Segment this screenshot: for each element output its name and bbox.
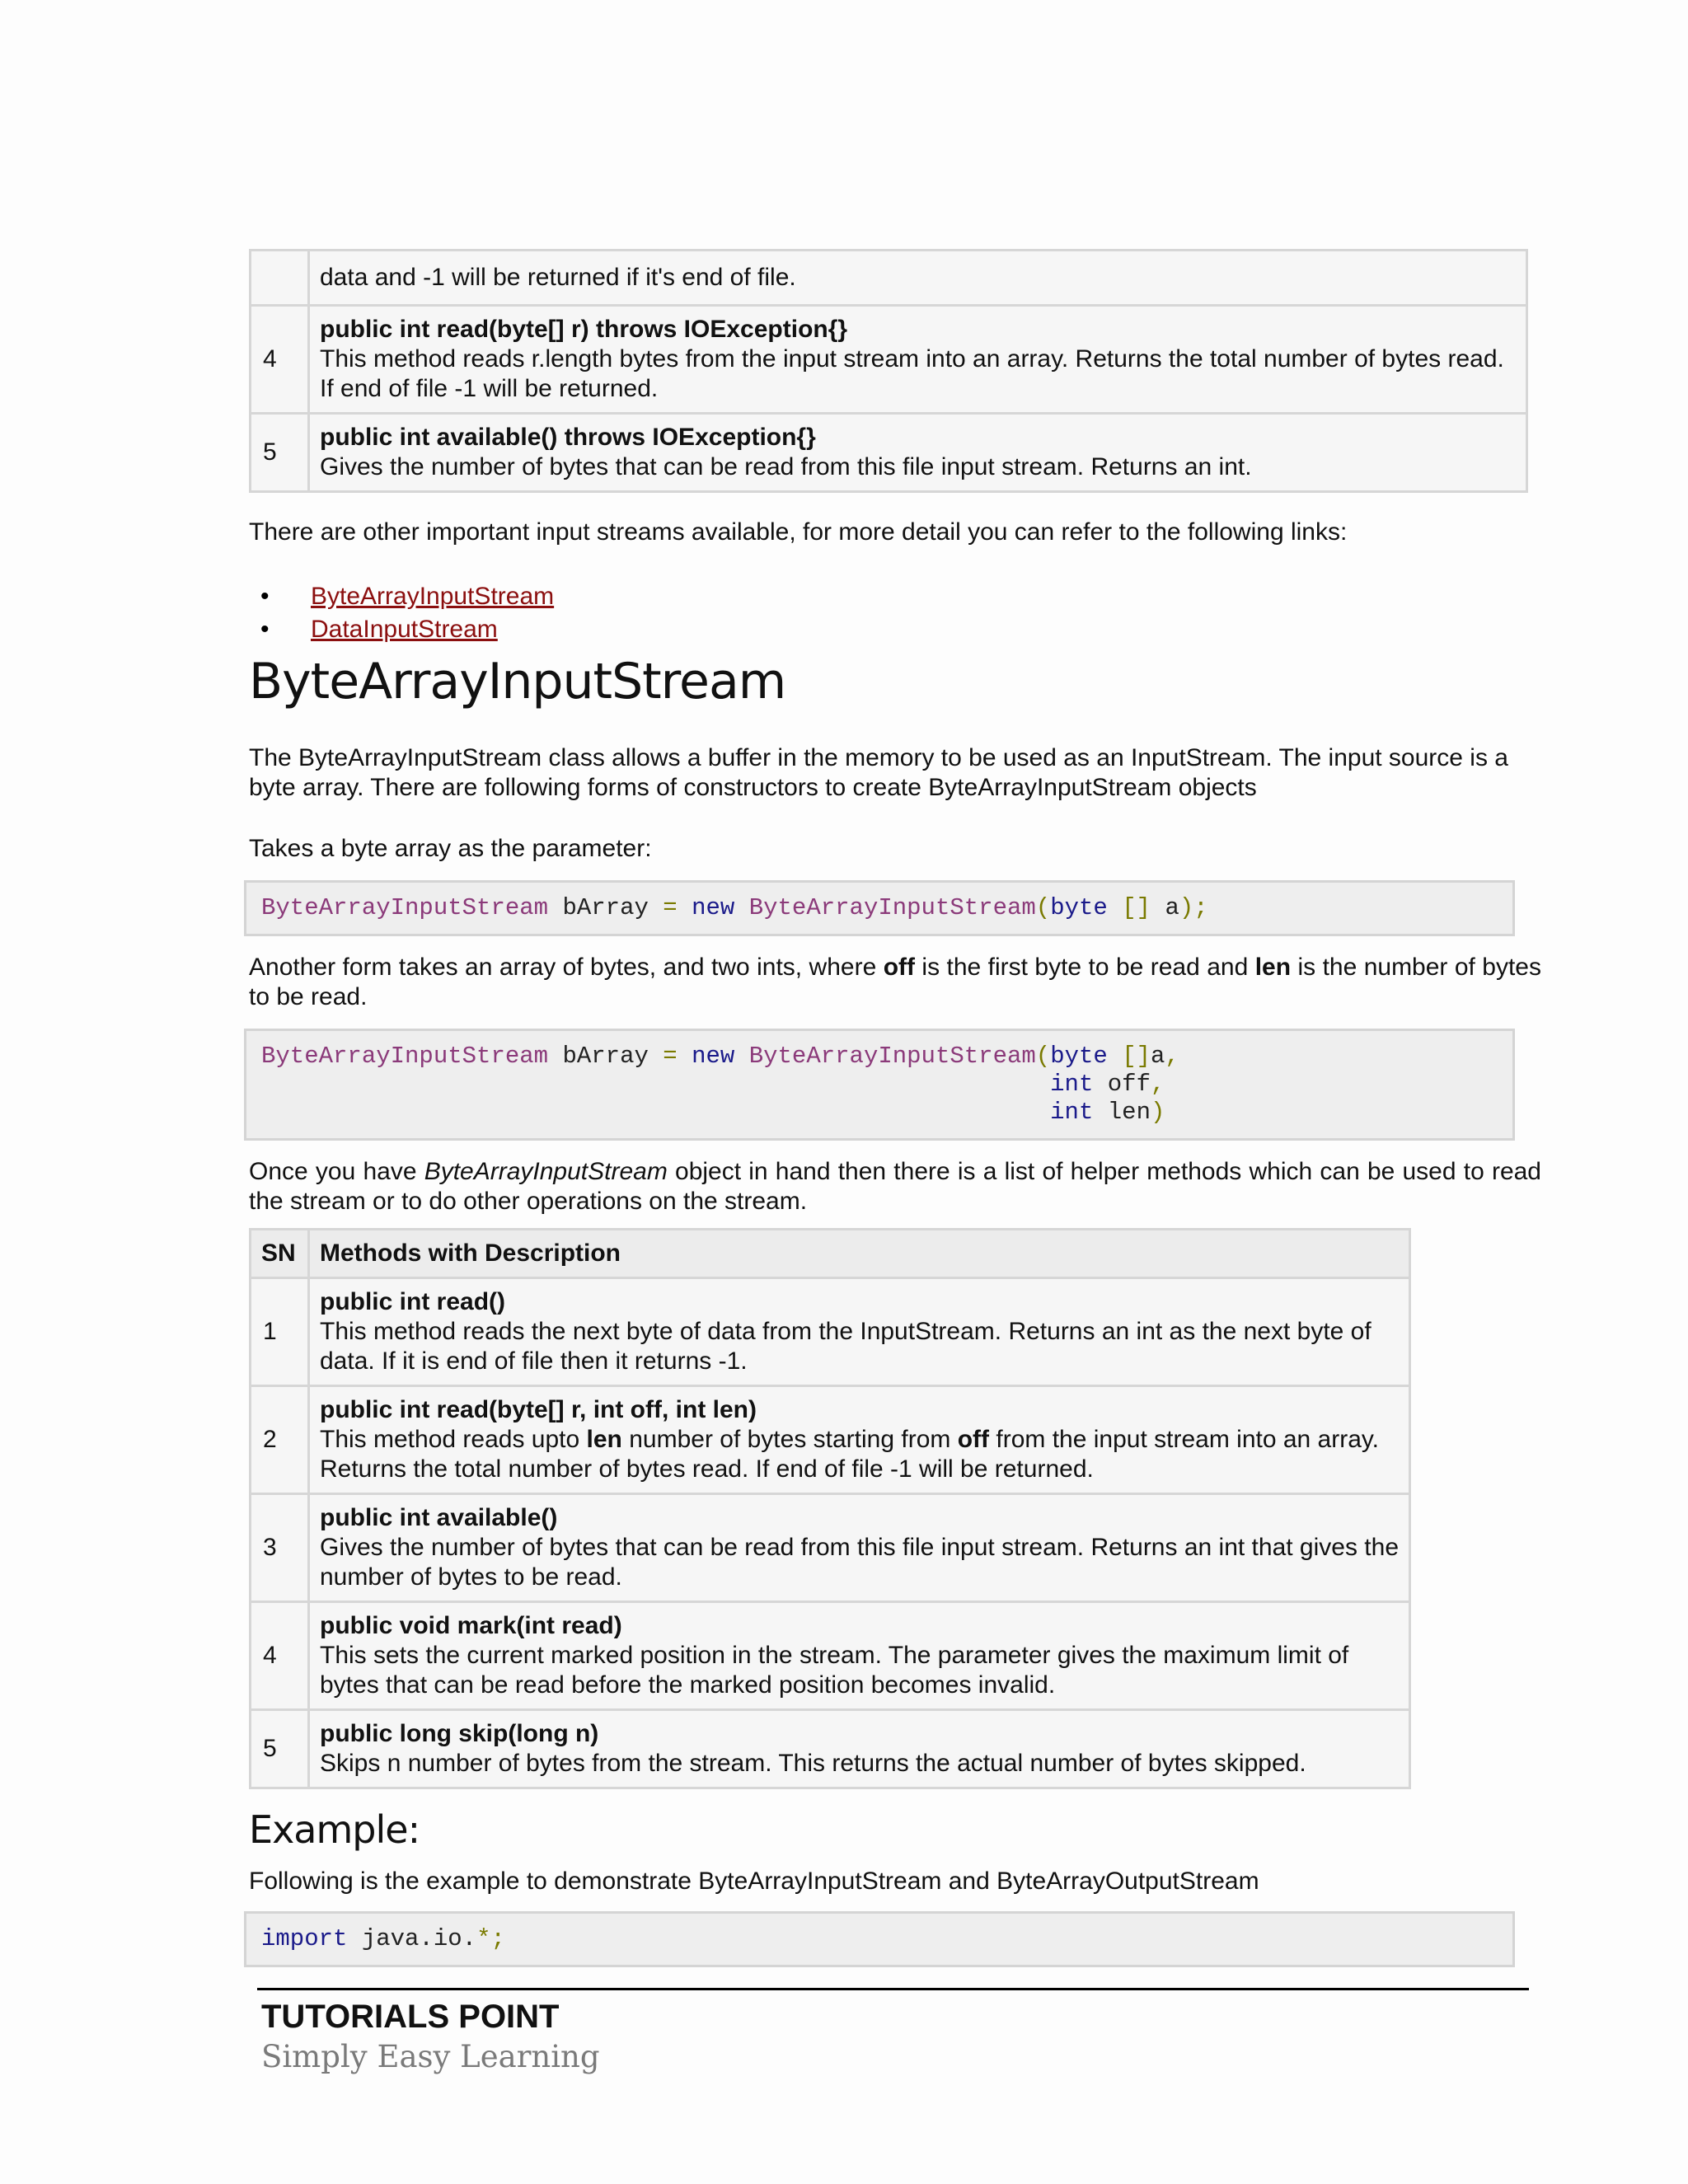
- another-form-paragraph: [249, 953, 1541, 1012]
- code-token: ByteArrayInputStream: [748, 894, 1036, 921]
- code-token: a: [1151, 1043, 1165, 1070]
- table-row: [251, 251, 1527, 306]
- text-run-bold: off: [883, 954, 915, 981]
- text-run-bold: len: [1254, 954, 1292, 981]
- row-sn: 1: [251, 1278, 309, 1386]
- method-description: Skips n number of bytes from the stream. This returns the actual number of bytes skipped.: [320, 1750, 1306, 1777]
- row-description: [309, 1278, 1410, 1386]
- row-description: [309, 414, 1527, 492]
- row-sn: 5: [251, 1710, 309, 1788]
- method-description: This method reads r.length bytes from the input stream into an array. Returns the total number of bytes read. If end of file -1 will be returned.: [320, 345, 1504, 402]
- text-run: from the input stream into an array. Returns the total number of bytes read. If end of file -1 will be returned.: [320, 1426, 1380, 1483]
- table-row: [251, 414, 1527, 492]
- method-description: This method reads the next byte of data from the InputStream. Returns an int as the next byte of data. If it is end of file then it returns -1.: [320, 1318, 1372, 1375]
- code-token: ): [1151, 1099, 1165, 1126]
- method-signature: public void mark(int read): [320, 1612, 622, 1639]
- takes-text: Takes a byte array as the parameter:: [249, 835, 652, 862]
- method-description: [320, 1426, 1379, 1483]
- text-run-bold: off: [957, 1426, 990, 1453]
- top-methods-table: [249, 249, 1528, 493]
- text-run-bold: len: [586, 1426, 622, 1453]
- once-paragraph: [249, 1157, 1541, 1216]
- code-token: byte: [1050, 1043, 1108, 1070]
- code-token: a: [1165, 894, 1179, 921]
- link-bytearrayinputstream[interactable]: ByteArrayInputStream: [311, 583, 555, 610]
- section-title: ByteArrayInputStream: [249, 653, 786, 710]
- method-signature: public int available(): [320, 1504, 558, 1531]
- row-description: [309, 1710, 1410, 1788]
- text-run: object in hand then there is a list of helper methods which can be used to read the stream or to do other operations on the stream.: [249, 1158, 1541, 1215]
- code-token: len: [1093, 1099, 1151, 1126]
- page-footer: [261, 1999, 600, 2074]
- code-token: new: [677, 1043, 749, 1070]
- code-token: *;: [476, 1925, 505, 1952]
- row-sn: 4: [251, 306, 309, 414]
- list-item: [249, 580, 1541, 613]
- method-description: Gives the number of bytes that can be read from this file input stream. Returns an int.: [320, 453, 1252, 480]
- page-content: [249, 249, 1541, 1967]
- code-token: bArray: [548, 1043, 663, 1070]
- code-block-3: [244, 1911, 1515, 1967]
- links-intro: There are other important input streams available, for more detail you can refer to the following links:: [249, 518, 1348, 546]
- code-block-1: [244, 880, 1515, 936]
- code-token: bArray: [548, 894, 663, 921]
- code-token: off: [1093, 1071, 1151, 1098]
- row-description: [309, 1386, 1410, 1494]
- method-signature: public long skip(long n): [320, 1720, 599, 1747]
- code-token: int: [1050, 1071, 1094, 1098]
- example-text: Following is the example to demonstrate ByteArrayInputStream and ByteArrayOutputStream: [249, 1868, 1259, 1895]
- method-description: This sets the current marked position in the stream. The parameter gives the maximum limit of bytes that can be read before the marked position becomes invalid.: [320, 1642, 1349, 1699]
- footer-divider: [257, 1988, 1529, 1990]
- table-row: [251, 1602, 1410, 1710]
- text-run: Once you have: [249, 1158, 424, 1185]
- method-signature: public int read(): [320, 1288, 505, 1315]
- text-run: is the first byte to be read and: [915, 954, 1255, 981]
- code-token: ByteArrayInputStream: [261, 894, 549, 921]
- table-header-row: [251, 1230, 1410, 1278]
- footer-title: TUTORIALS POINT: [261, 1999, 560, 2035]
- code-token: new: [677, 894, 749, 921]
- method-signature: public int read(byte[] r) throws IOException{}: [320, 316, 848, 343]
- text-run-italic: ByteArrayInputStream: [424, 1158, 668, 1185]
- table-row: [251, 1710, 1410, 1788]
- example-title: Example:: [249, 1807, 420, 1852]
- row-description: [309, 306, 1527, 414]
- text-run: number of bytes starting from: [621, 1426, 958, 1453]
- table-row: [251, 1494, 1410, 1602]
- row-sn: 2: [251, 1386, 309, 1494]
- code-token: ByteArrayInputStream: [261, 1043, 549, 1070]
- text-run: Another form takes an array of bytes, and two ints, where: [249, 954, 884, 981]
- code-token: ,: [1151, 1071, 1165, 1098]
- section-paragraph: The ByteArrayInputStream class allows a buffer in the memory to be used as an InputStream. The input source is a byte array. There are following forms of constructors to create ByteArrayInputStream objects: [249, 744, 1508, 801]
- code-block-2: [244, 1029, 1515, 1141]
- row-description: [309, 251, 1527, 306]
- link-datainputstream[interactable]: DataInputStream: [311, 616, 498, 643]
- code-indent: [261, 1071, 1050, 1098]
- code-token: (: [1035, 1043, 1051, 1070]
- code-token: import: [261, 1925, 348, 1952]
- row-sn: [251, 251, 309, 306]
- table-row: [251, 1278, 1410, 1386]
- row-sn: 5: [251, 414, 309, 492]
- text-run: is the number of bytes to be read.: [249, 954, 1541, 1010]
- links-list: [249, 580, 1541, 646]
- code-token: ByteArrayInputStream: [748, 1043, 1036, 1070]
- methods-table: [249, 1228, 1411, 1789]
- code-token: =: [663, 1043, 678, 1070]
- code-token: int: [1050, 1099, 1094, 1126]
- code-token: ,: [1165, 1043, 1179, 1070]
- method-signature: public int available() throws IOException{}: [320, 424, 816, 451]
- header-sn: SN: [251, 1230, 309, 1278]
- row-description-text: data and -1 will be returned if it's end of file.: [320, 264, 796, 291]
- code-token: java.io.: [347, 1925, 477, 1952]
- code-token: (: [1035, 894, 1051, 921]
- row-sn: 4: [251, 1602, 309, 1710]
- code-indent: [261, 1099, 1050, 1126]
- header-methods: Methods with Description: [309, 1230, 1410, 1278]
- code-token: []: [1107, 894, 1165, 921]
- code-token: =: [663, 894, 678, 921]
- table-row: [251, 306, 1527, 414]
- row-description: [309, 1602, 1410, 1710]
- row-sn: 3: [251, 1494, 309, 1602]
- method-description: Gives the number of bytes that can be read from this file input stream. Returns an int that gives the number of bytes to be read.: [320, 1534, 1399, 1591]
- method-signature: public int read(byte[] r, int off, int len): [320, 1396, 757, 1423]
- list-item: [249, 613, 1541, 646]
- row-description: [309, 1494, 1410, 1602]
- text-run: This method reads upto: [320, 1426, 587, 1453]
- code-token: byte: [1050, 894, 1108, 921]
- table-row: [251, 1386, 1410, 1494]
- code-token: []: [1107, 1043, 1151, 1070]
- footer-subtitle: Simply Easy Learning: [261, 2039, 600, 2074]
- code-token: );: [1179, 894, 1208, 921]
